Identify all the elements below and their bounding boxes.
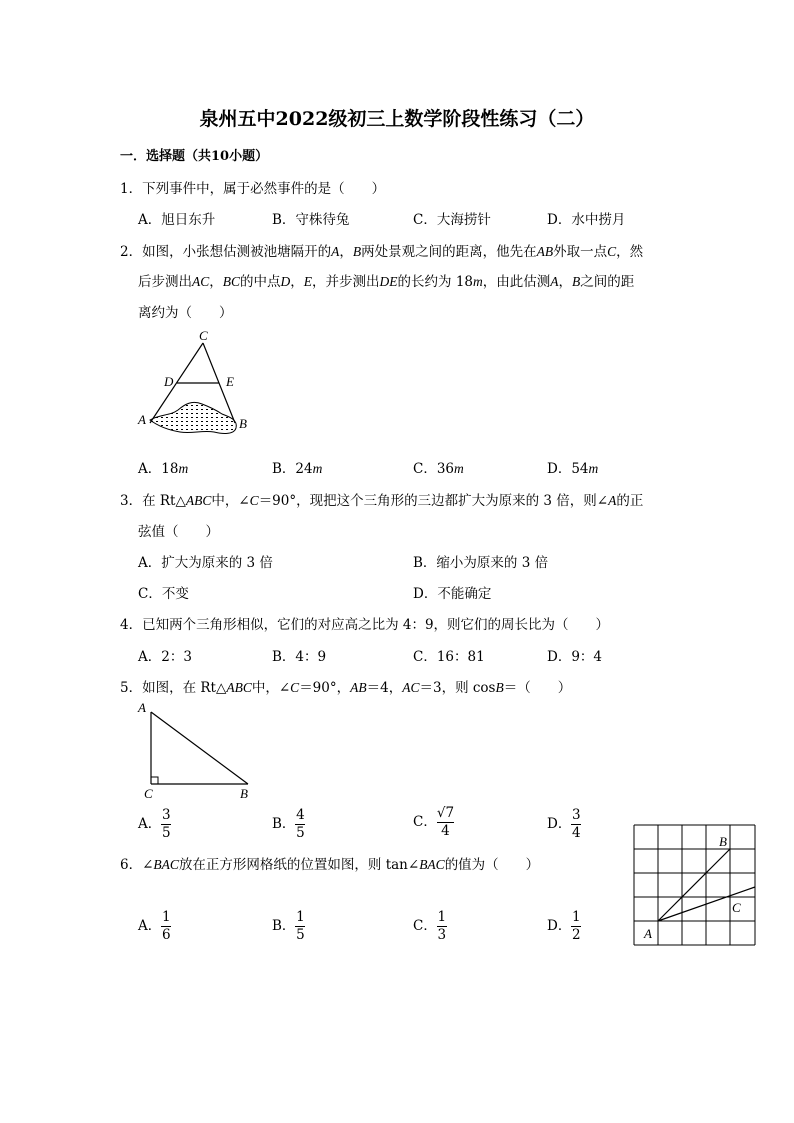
question-3-line-1: 3．在 Rt△ABC中，∠C＝90°，现把这个三角形的三边都扩大为原来的 3 倍，则∠A的正 (120, 493, 644, 509)
label-a: A (138, 412, 146, 427)
q1-option-d: D．水中捞月 (547, 212, 626, 228)
q6-option-b: B． $\frac{1}{5}$ (272, 909, 305, 943)
label-a: A (138, 700, 146, 715)
label-c: C (199, 328, 208, 343)
right-angle-mark (151, 777, 158, 784)
q6-option-d: D． $\frac{1}{2}$ (547, 909, 581, 943)
q2-option-c: C．36m (413, 461, 464, 477)
q3-option-a: A．扩大为原来的 3 倍 (138, 555, 273, 571)
question-2-line-2: 后步测出AC，BC的中点D，E，并步测出DE的长约为 18m，由此估测A，B之间的距 (138, 274, 635, 290)
ray-ab (658, 849, 730, 921)
q6-grid-figure (630, 820, 760, 950)
question-5-text: 5．如图，在 Rt△ABC中，∠C＝90°，AB＝4，AC＝3，则 cosB＝（ ） (120, 680, 572, 696)
question-3-line-2: 弦值（ ） (138, 524, 219, 540)
segment-ab (151, 712, 248, 784)
q4-option-a: A．2：3 (138, 649, 192, 665)
pond-shape (150, 402, 236, 433)
q4-option-c: C．16：81 (413, 649, 485, 665)
q6-option-c: C． $\frac{1}{3}$ (413, 909, 447, 943)
q5-option-a: A． $\frac{3}{5}$ (138, 807, 171, 841)
label-b: B (239, 416, 247, 431)
q5-option-c: C． $\frac{√7}{4}$ (413, 805, 455, 839)
q4-option-d: D．9：4 (547, 649, 603, 665)
question-1-text: 1．下列事件中，属于必然事件的是（ ） (120, 181, 386, 197)
question-2-line-1: 2．如图，小张想估测被池塘隔开的A，B两处景观之间的距离，他先在AB外取一点C，然 (120, 244, 644, 260)
q5-option-b: B． $\frac{4}{5}$ (272, 807, 305, 841)
page-title: 泉州五中2022级初三上数学阶段性练习（二） (199, 108, 595, 130)
label-b: B (240, 786, 248, 801)
q4-option-b: B．4：9 (272, 649, 327, 665)
q5-right-triangle-figure (134, 698, 260, 802)
q5-option-d: D． $\frac{3}{4}$ (547, 807, 581, 841)
section-heading: 一．选择题（共10小题） (120, 149, 269, 164)
q1-option-c: C．大海捞针 (413, 212, 491, 228)
question-6-text: 6．∠BAC放在正方形网格纸的位置如图，则 tan∠BAC的值为（ ） (120, 857, 540, 873)
q3-option-d: D．不能确定 (413, 586, 492, 602)
label-e: E (226, 374, 234, 389)
label-c: C (732, 900, 741, 915)
q1-option-b: B．守株待兔 (272, 212, 350, 228)
q2-option-b: B．24m (272, 461, 323, 477)
q6-option-a: A． $\frac{1}{6}$ (138, 909, 171, 943)
label-c: C (144, 786, 153, 801)
label-d: D (164, 374, 174, 389)
q2-option-a: A．18m (138, 461, 189, 477)
question-4-text: 4．已知两个三角形相似，它们的对应高之比为 4：9，则它们的周长比为（ ） (120, 617, 610, 633)
question-2-line-3: 离约为（ ） (138, 305, 233, 321)
q2-option-d: D．54m (547, 461, 599, 477)
label-b: B (719, 834, 727, 849)
q3-option-c: C．不变 (138, 586, 189, 602)
q1-option-a: A．旭日东升 (138, 212, 216, 228)
label-a: A (644, 926, 652, 941)
q3-option-b: B．缩小为原来的 3 倍 (413, 555, 549, 571)
q2-pond-figure (130, 328, 260, 436)
